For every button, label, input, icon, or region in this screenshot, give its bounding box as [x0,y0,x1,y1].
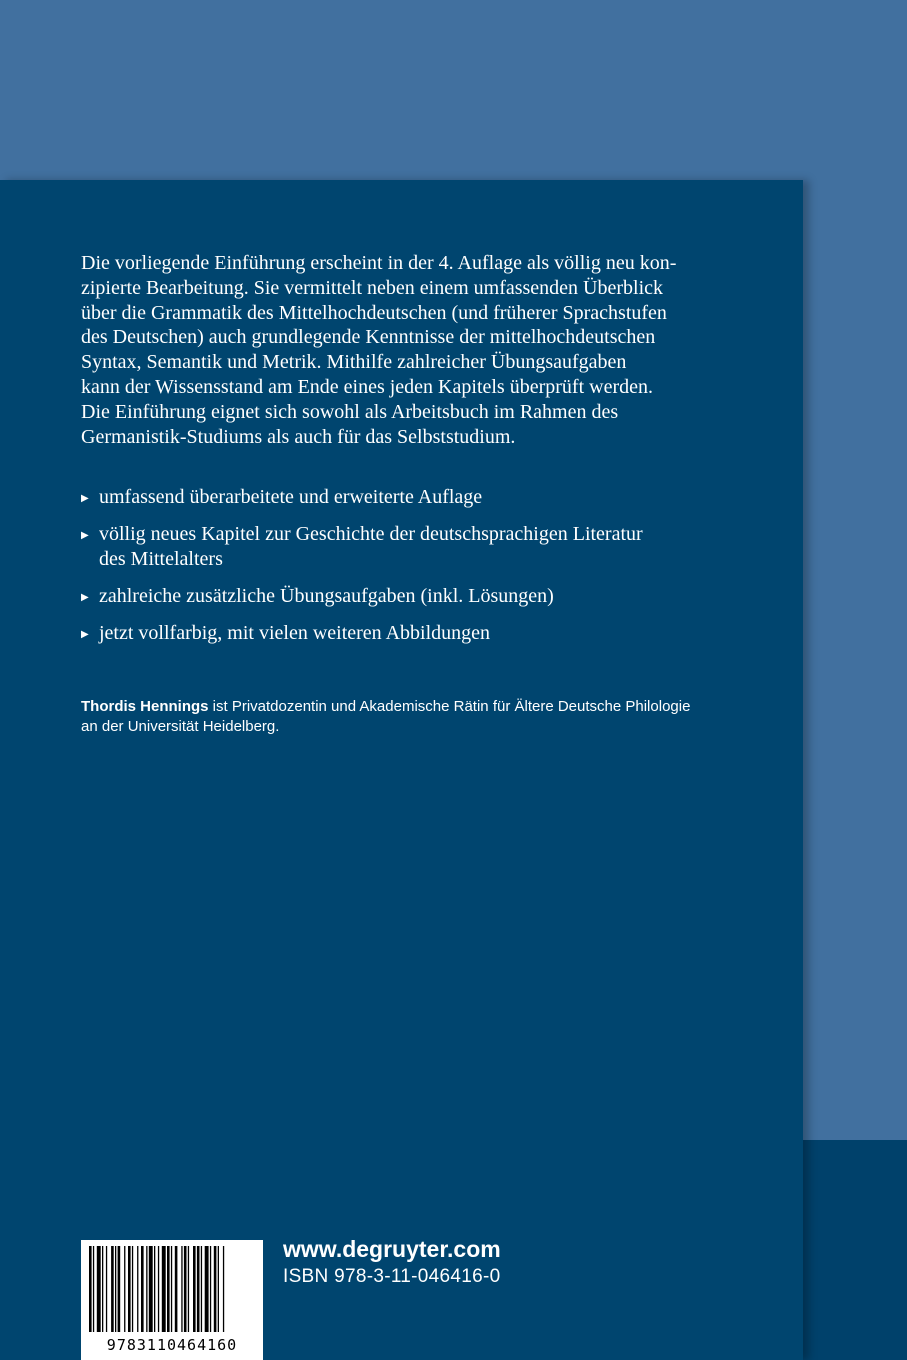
barcode-bar [201,1246,202,1332]
barcode-bar [210,1246,211,1332]
barcode-bar [118,1246,121,1332]
blurb-line: Germanistik-Studiums als auch für das Selbststudium. [81,425,516,448]
barcode-bar [141,1246,144,1332]
triangle-right-icon: ▶ [81,530,89,541]
barcode-bar [124,1246,125,1332]
barcode-bar [93,1246,94,1332]
barcode-bar [162,1246,166,1332]
blurb-line: Syntax, Semantik und Metrik. Mithilfe zahlreicher Übungsaufgaben [81,351,627,374]
triangle-right-icon: ▶ [81,493,89,504]
author-description-continued: an der Universität Heidelberg. [81,718,280,735]
feature-item [81,584,741,609]
blurb-line: Die Einführung eignet sich sowohl als Arbeitsbuch im Rahmen des [81,400,619,423]
barcode-bar [137,1246,138,1332]
barcode-bar [188,1246,189,1332]
barcode-bar [167,1246,170,1332]
barcode-bar [132,1246,133,1332]
barcode-bar [146,1246,147,1332]
barcode-bar [102,1246,103,1332]
feature-item [81,522,741,571]
barcode-bar [111,1246,114,1332]
barcode-bar [193,1246,196,1332]
isbn-number: ISBN 978-3-11-046416-0 [283,1266,501,1287]
blurb-text [81,251,727,449]
blurb-line: des Deutschen) auch grundlegende Kenntnisse der mittelhochdeutschen [81,326,656,349]
author-description: ist Privatdozentin und Akademische Rätin für Ältere Deutsche Philologie [208,698,691,715]
barcode-bar [154,1246,155,1332]
barcode-bar [184,1246,187,1332]
blurb-line: Die vorliegende Einführung erscheint in der 4. Auflage als völlig neu kon- [81,252,677,274]
author-name: Thordis Hennings [81,698,209,715]
barcode-bar [171,1246,172,1332]
blurb-line: zipierte Bearbeitung. Sie vermittelt neben einem umfassenden Überblick [81,276,664,299]
barcode-bar [128,1246,131,1332]
barcode-bar [158,1246,159,1332]
barcode-bars [81,1240,263,1336]
feature-text: jetzt vollfarbig, mit vielen weiteren Abbildungen [99,621,491,644]
barcode-bar [175,1246,178,1332]
feature-item [81,621,741,646]
barcode-bar [205,1246,209,1332]
feature-text-continued: des Mittelalters [99,547,223,570]
isbn-barcode [81,1240,263,1360]
barcode-digits: 9783110464160 [106,1336,238,1354]
blurb-line: kann der Wissensstand am Ende eines jeden Kapitels überprüft werden. [81,375,653,398]
feature-text: zahlreiche zusätzliche Übungsaufgaben (inkl. Lösungen) [99,584,554,607]
triangle-right-icon: ▶ [81,591,89,603]
feature-item [81,485,741,510]
triangle-right-icon: ▶ [81,628,89,640]
barcode-bar [181,1246,182,1332]
barcode-bar [218,1246,219,1332]
barcode-bar [223,1246,224,1332]
publisher-url[interactable]: www.degruyter.com [283,1236,501,1262]
barcode-bar [97,1246,101,1332]
barcode-bar [106,1246,107,1332]
barcode-bar [149,1246,153,1332]
barcode-bar [197,1246,200,1332]
barcode-bar [214,1246,217,1332]
barcode-bar [89,1246,92,1332]
feature-text: völlig neues Kapitel zur Geschichte der deutschsprachigen Literatur [99,523,643,545]
barcode-bar [115,1246,116,1332]
author-bio [81,697,741,737]
feature-list [81,485,741,658]
blurb-line: über die Grammatik des Mittelhochdeutschen (und früherer Sprachstufen [81,301,667,324]
feature-text: umfassend überarbeitete und erweiterte Auflage [99,486,483,508]
